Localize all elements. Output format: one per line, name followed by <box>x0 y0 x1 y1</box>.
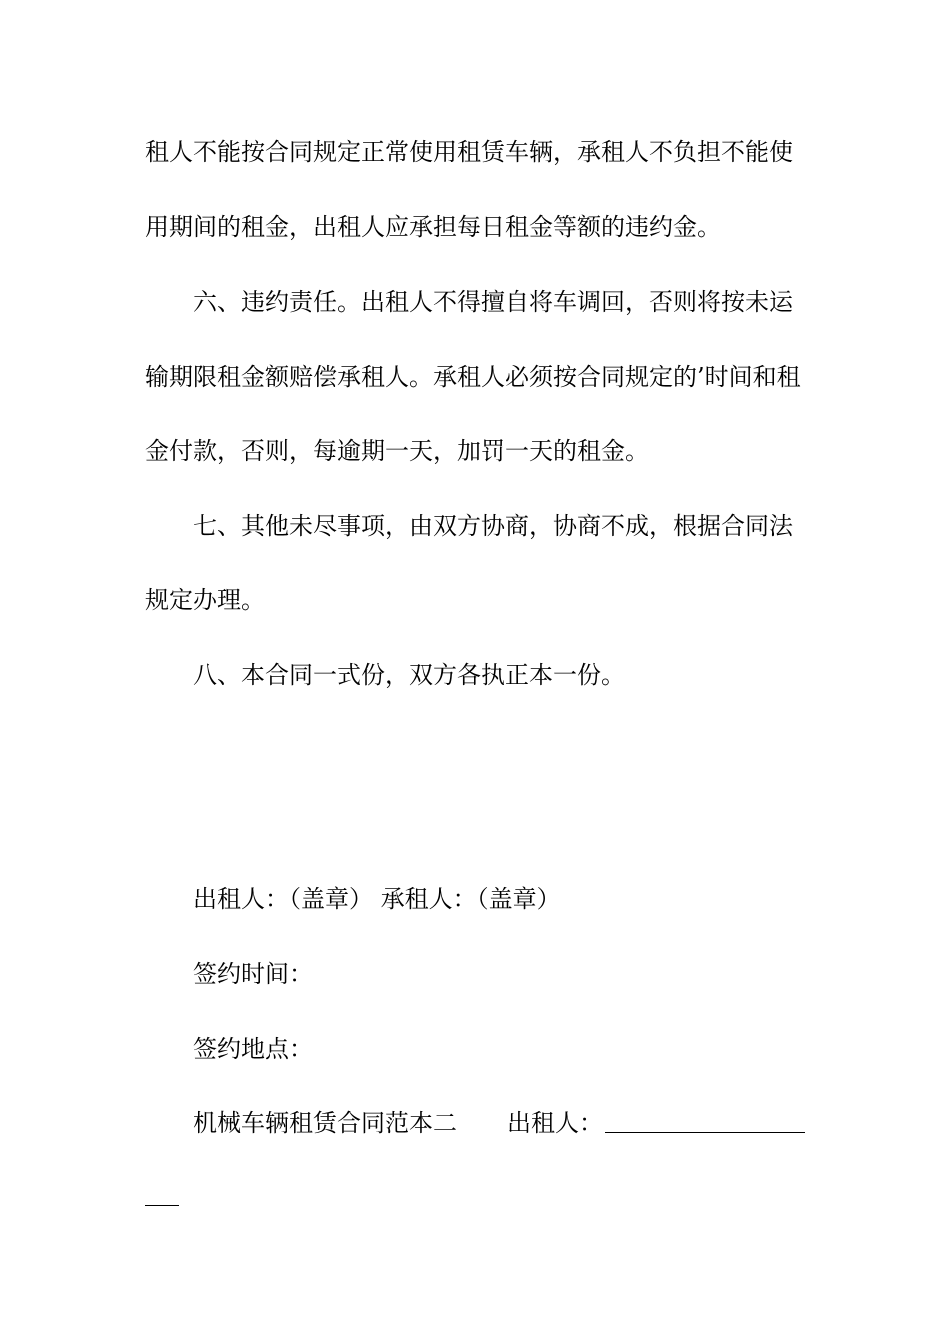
signature-place: 签约地点： <box>193 1035 313 1063</box>
clause-six-line: 金付款，否则，每逾期一天，加罚一天的租金。 <box>145 437 649 465</box>
signature-time: 签约时间： <box>193 960 313 988</box>
signature-parties: 出租人：（盖章） 承租人：（盖章） <box>193 885 561 913</box>
lessor-blank-line <box>605 1132 805 1133</box>
clause-six-line: 输期限租金额赔偿承租人。承租人必须按合同规定的’时间和租 <box>145 363 801 391</box>
clause-seven-line: 规定办理。 <box>145 586 265 614</box>
lessor-blank-line-continuation <box>145 1205 179 1206</box>
paragraph-line: 租人不能按合同规定正常使用租赁车辆，承租人不负担不能使 <box>145 138 793 166</box>
clause-six-line: 六、违约责任。出租人不得擅自将车调回，否则将按未运 <box>193 288 793 316</box>
paragraph-line: 用期间的租金，出租人应承担每日租金等额的违约金。 <box>145 213 721 241</box>
clause-seven-line: 七、其他未尽事项，由双方协商，协商不成，根据合同法 <box>193 512 793 540</box>
lessor-label: 出租人： <box>507 1109 603 1137</box>
next-contract-title: 机械车辆租赁合同范本二 <box>193 1109 457 1137</box>
clause-eight-line: 八、本合同一式份，双方各执正本一份。 <box>193 661 625 689</box>
